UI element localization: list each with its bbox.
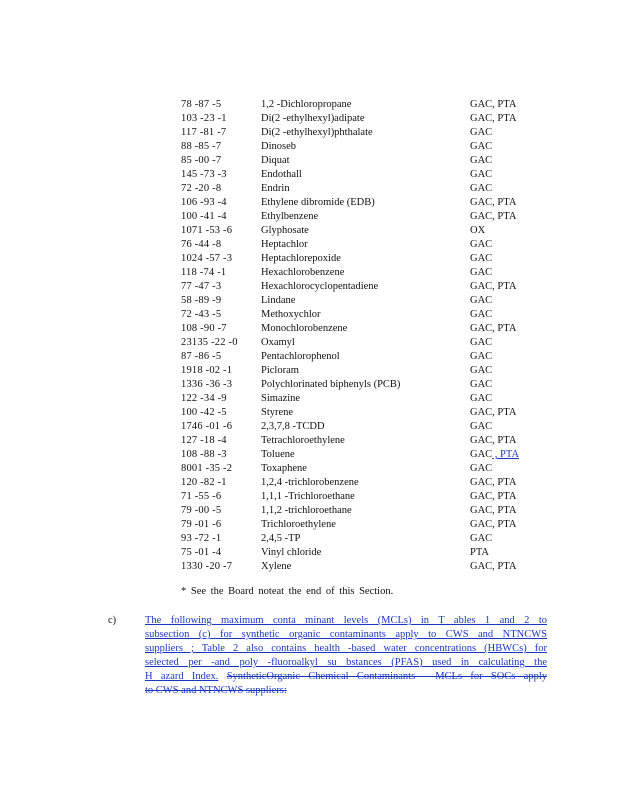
- treatment-text: GAC: [470, 141, 493, 152]
- treatment-technology: [470, 490, 516, 504]
- contaminant-name: Endrin: [261, 183, 290, 194]
- treatment-technology: [470, 224, 485, 238]
- treatment-text: GAC: [470, 463, 493, 474]
- contaminant-name: Xylene: [261, 561, 292, 572]
- cas-number: 93 -72 -1: [181, 533, 222, 544]
- contaminant-name: Di(2 -ethylhexyl)phthalate: [261, 127, 373, 138]
- cas-number: 1336 -36 -3: [181, 379, 233, 390]
- contaminant-name: Pentachlorophenol: [261, 351, 340, 362]
- table-row: [0, 406, 618, 420]
- contaminant-name: Endothall: [261, 169, 302, 180]
- table-row: [0, 154, 618, 168]
- treatment-technology: [470, 560, 516, 574]
- cas-number: 1918 -02 -1: [181, 365, 233, 376]
- treatment-text: GAC, PTA: [470, 561, 517, 572]
- table-row: [0, 476, 618, 490]
- treatment-technology: [470, 210, 516, 224]
- cas-number: 23135 -22 -0: [181, 337, 238, 348]
- contaminant-name: Glyphosate: [261, 225, 309, 236]
- contaminant-name: Hexachlorobenzene: [261, 267, 345, 278]
- contaminant-name: Dinoseb: [261, 141, 296, 152]
- treatment-technology: [470, 280, 516, 294]
- treatment-text: GAC, PTA: [470, 197, 517, 208]
- contaminant-name: Styrene: [261, 407, 294, 418]
- contaminant-name: 2,3,7,8 -TCDD: [261, 421, 325, 432]
- cas-number: 122 -34 -9: [181, 393, 227, 404]
- table-row: [0, 322, 618, 336]
- treatment-technology: [470, 518, 516, 532]
- table-row: [0, 420, 618, 434]
- treatment-text: GAC: [470, 449, 493, 460]
- paragraph-line: suppliers ; Table 2 also contains health -based water concentrations (HBWCs) for: [145, 643, 547, 654]
- contaminant-name: Monochlorobenzene: [261, 323, 348, 334]
- table-row: [0, 392, 618, 406]
- treatment-technology: [470, 364, 492, 378]
- cas-number: 78 -87 -5: [181, 99, 222, 110]
- treatment-technology: [470, 378, 492, 392]
- contaminant-name: Ethylene dibromide (EDB): [261, 197, 375, 208]
- contaminant-name: Heptachlor: [261, 239, 308, 250]
- table-row: [0, 280, 618, 294]
- contaminant-name: Toxaphene: [261, 463, 307, 474]
- table-row: [0, 140, 618, 154]
- treatment-technology: [470, 98, 516, 112]
- treatment-text: GAC: [470, 309, 493, 320]
- contaminant-name: 1,2 -Dichloropropane: [261, 99, 352, 110]
- treatment-technology: [470, 546, 489, 560]
- treatment-text: GAC: [470, 183, 493, 194]
- footnote: * See the Board noteat the end of this Section.: [181, 586, 394, 597]
- table-row: [0, 294, 618, 308]
- treatment-technology: [470, 350, 492, 364]
- cas-number: 87 -86 -5: [181, 351, 222, 362]
- cas-number: 75 -01 -4: [181, 547, 222, 558]
- table-row: [0, 126, 618, 140]
- treatment-technology: [470, 504, 516, 518]
- contaminant-name: Picloram: [261, 365, 299, 376]
- table-row: [0, 504, 618, 518]
- treatment-text: GAC, PTA: [470, 491, 517, 502]
- table-row: [0, 266, 618, 280]
- table-row: [0, 336, 618, 350]
- treatment-technology: [470, 420, 492, 434]
- treatment-technology: [470, 448, 519, 462]
- table-row: [0, 434, 618, 448]
- contaminant-name: Oxamyl: [261, 337, 295, 348]
- paragraph-line: The following maximum conta minant levels (MCLs) in T ables 1 and 2 to: [145, 615, 547, 626]
- treatment-technology: [470, 392, 492, 406]
- contaminant-name: Trichloroethylene: [261, 519, 336, 530]
- treatment-technology: [470, 532, 492, 546]
- table-row: [0, 532, 618, 546]
- treatment-technology: [470, 294, 492, 308]
- treatment-technology: [470, 238, 492, 252]
- table-row: [0, 168, 618, 182]
- cas-number: 58 -89 -9: [181, 295, 222, 306]
- cas-number: 100 -41 -4: [181, 211, 227, 222]
- treatment-technology: [470, 112, 516, 126]
- cas-number: 108 -90 -7: [181, 323, 227, 334]
- paragraph-c: [145, 614, 547, 698]
- treatment-text: GAC, PTA: [470, 113, 517, 124]
- treatment-text: GAC: [470, 421, 493, 432]
- treatment-technology: [470, 140, 492, 154]
- table-row: [0, 350, 618, 364]
- deleted-text: to CWS and NTNCWS suppliers:: [145, 685, 287, 696]
- cas-number: 1024 -57 -3: [181, 253, 233, 264]
- treatment-text: GAC, PTA: [470, 323, 517, 334]
- treatment-text: GAC: [470, 267, 493, 278]
- inserted-text: H azard Index.: [145, 671, 219, 682]
- treatment-technology: [470, 434, 516, 448]
- cas-number: 76 -44 -8: [181, 239, 222, 250]
- treatment-text: GAC, PTA: [470, 435, 517, 446]
- treatment-technology: [470, 182, 492, 196]
- treatment-text: GAC: [470, 127, 493, 138]
- cas-number: 88 -85 -7: [181, 141, 222, 152]
- cas-number: 72 -20 -8: [181, 183, 222, 194]
- treatment-text: GAC, PTA: [470, 505, 517, 516]
- cas-number: 106 -93 -4: [181, 197, 227, 208]
- contaminant-name: Diquat: [261, 155, 290, 166]
- table-row: [0, 490, 618, 504]
- treatment-text: GAC: [470, 337, 493, 348]
- cas-number: 77 -47 -3: [181, 281, 222, 292]
- contaminant-name: Polychlorinated biphenyls (PCB): [261, 379, 401, 390]
- cas-number: 71 -55 -6: [181, 491, 222, 502]
- table-row: [0, 210, 618, 224]
- treatment-technology: [470, 476, 516, 490]
- deleted-text: SyntheticOrganic Chemical Contaminants - MCLs for SOCs apply: [226, 671, 548, 682]
- table-row: [0, 112, 618, 126]
- contaminant-name: Tetrachloroethylene: [261, 435, 345, 446]
- cas-number: 79 -00 -5: [181, 505, 222, 516]
- cas-number: 1330 -20 -7: [181, 561, 233, 572]
- treatment-technology: [470, 266, 492, 280]
- cas-number: 145 -73 -3: [181, 169, 227, 180]
- treatment-text: GAC, PTA: [470, 281, 517, 292]
- cas-number: 127 -18 -4: [181, 435, 227, 446]
- table-row: [0, 308, 618, 322]
- treatment-technology: [470, 336, 492, 350]
- treatment-text: GAC, PTA: [470, 99, 517, 110]
- table-row: [0, 546, 618, 560]
- treatment-text: GAC: [470, 169, 493, 180]
- treatment-text: GAC, PTA: [470, 407, 517, 418]
- treatment-text: GAC: [470, 379, 493, 390]
- contaminant-name: 1,2,4 -trichlorobenzene: [261, 477, 359, 488]
- treatment-text: GAC: [470, 295, 493, 306]
- contaminant-name: Toluene: [261, 449, 295, 460]
- treatment-technology: [470, 154, 492, 168]
- treatment-text: GAC: [470, 365, 493, 376]
- cas-number: 1746 -01 -6: [181, 421, 233, 432]
- paragraph-line: selected per -and poly -fluoroalkyl su bstances (PFAS) used in calculating the: [145, 657, 547, 668]
- cas-number: 100 -42 -5: [181, 407, 227, 418]
- treatment-text: GAC, PTA: [470, 211, 517, 222]
- inserted-treatment: , PTA: [492, 449, 520, 460]
- contaminant-name: Lindane: [261, 295, 296, 306]
- contaminant-name: Simazine: [261, 393, 301, 404]
- table-row: [0, 98, 618, 112]
- table-row: [0, 182, 618, 196]
- cas-number: 108 -88 -3: [181, 449, 227, 460]
- cas-number: 8001 -35 -2: [181, 463, 233, 474]
- table-row: [0, 518, 618, 532]
- contaminant-name: Methoxychlor: [261, 309, 321, 320]
- treatment-technology: [470, 462, 492, 476]
- treatment-text: GAC: [470, 351, 493, 362]
- treatment-text: GAC: [470, 155, 493, 166]
- contaminant-name: 1,1,1 -Trichloroethane: [261, 491, 355, 502]
- contaminant-name: Hexachlorocyclopentadiene: [261, 281, 379, 292]
- contaminant-name: 1,1,2 -trichloroethane: [261, 505, 352, 516]
- table-row: [0, 252, 618, 266]
- treatment-technology: [470, 322, 516, 336]
- paragraph-line: [145, 670, 547, 684]
- cas-number: 117 -81 -7: [181, 127, 227, 138]
- treatment-technology: [470, 168, 492, 182]
- treatment-technology: [470, 406, 516, 420]
- cas-number: 1071 -53 -6: [181, 225, 233, 236]
- contaminant-name: Di(2 -ethylhexyl)adipate: [261, 113, 365, 124]
- treatment-text: GAC: [470, 253, 493, 264]
- cas-number: 79 -01 -6: [181, 519, 222, 530]
- table-row: [0, 224, 618, 238]
- cas-number: 103 -23 -1: [181, 113, 227, 124]
- cas-number: 118 -74 -1: [181, 267, 227, 278]
- contaminant-name: Ethylbenzene: [261, 211, 319, 222]
- paragraph-line: subsection (c) for synthetic organic contaminants apply to CWS and NTNCWS: [145, 629, 547, 640]
- treatment-technology: [470, 196, 516, 210]
- treatment-text: GAC: [470, 533, 493, 544]
- table-row: [0, 238, 618, 252]
- cas-number: 120 -82 -1: [181, 477, 227, 488]
- table-row: [0, 560, 618, 574]
- cas-number: 85 -00 -7: [181, 155, 222, 166]
- treatment-text: GAC, PTA: [470, 519, 517, 530]
- table-row: [0, 462, 618, 476]
- treatment-text: GAC, PTA: [470, 477, 517, 488]
- table-row: [0, 448, 618, 462]
- contaminant-name: 2,4,5 -TP: [261, 533, 301, 544]
- table-row: [0, 196, 618, 210]
- treatment-text: OX: [470, 225, 486, 236]
- contaminant-name: Vinyl chloride: [261, 547, 322, 558]
- treatment-technology: [470, 252, 492, 266]
- treatment-technology: [470, 308, 492, 322]
- cas-number: 72 -43 -5: [181, 309, 222, 320]
- treatment-text: GAC: [470, 239, 493, 250]
- treatment-text: GAC: [470, 393, 493, 404]
- paragraph-label: c): [108, 615, 117, 626]
- treatment-text: PTA: [470, 547, 489, 558]
- treatment-technology: [470, 126, 492, 140]
- table-row: [0, 378, 618, 392]
- table-row: [0, 364, 618, 378]
- contaminant-name: Heptachlorepoxide: [261, 253, 341, 264]
